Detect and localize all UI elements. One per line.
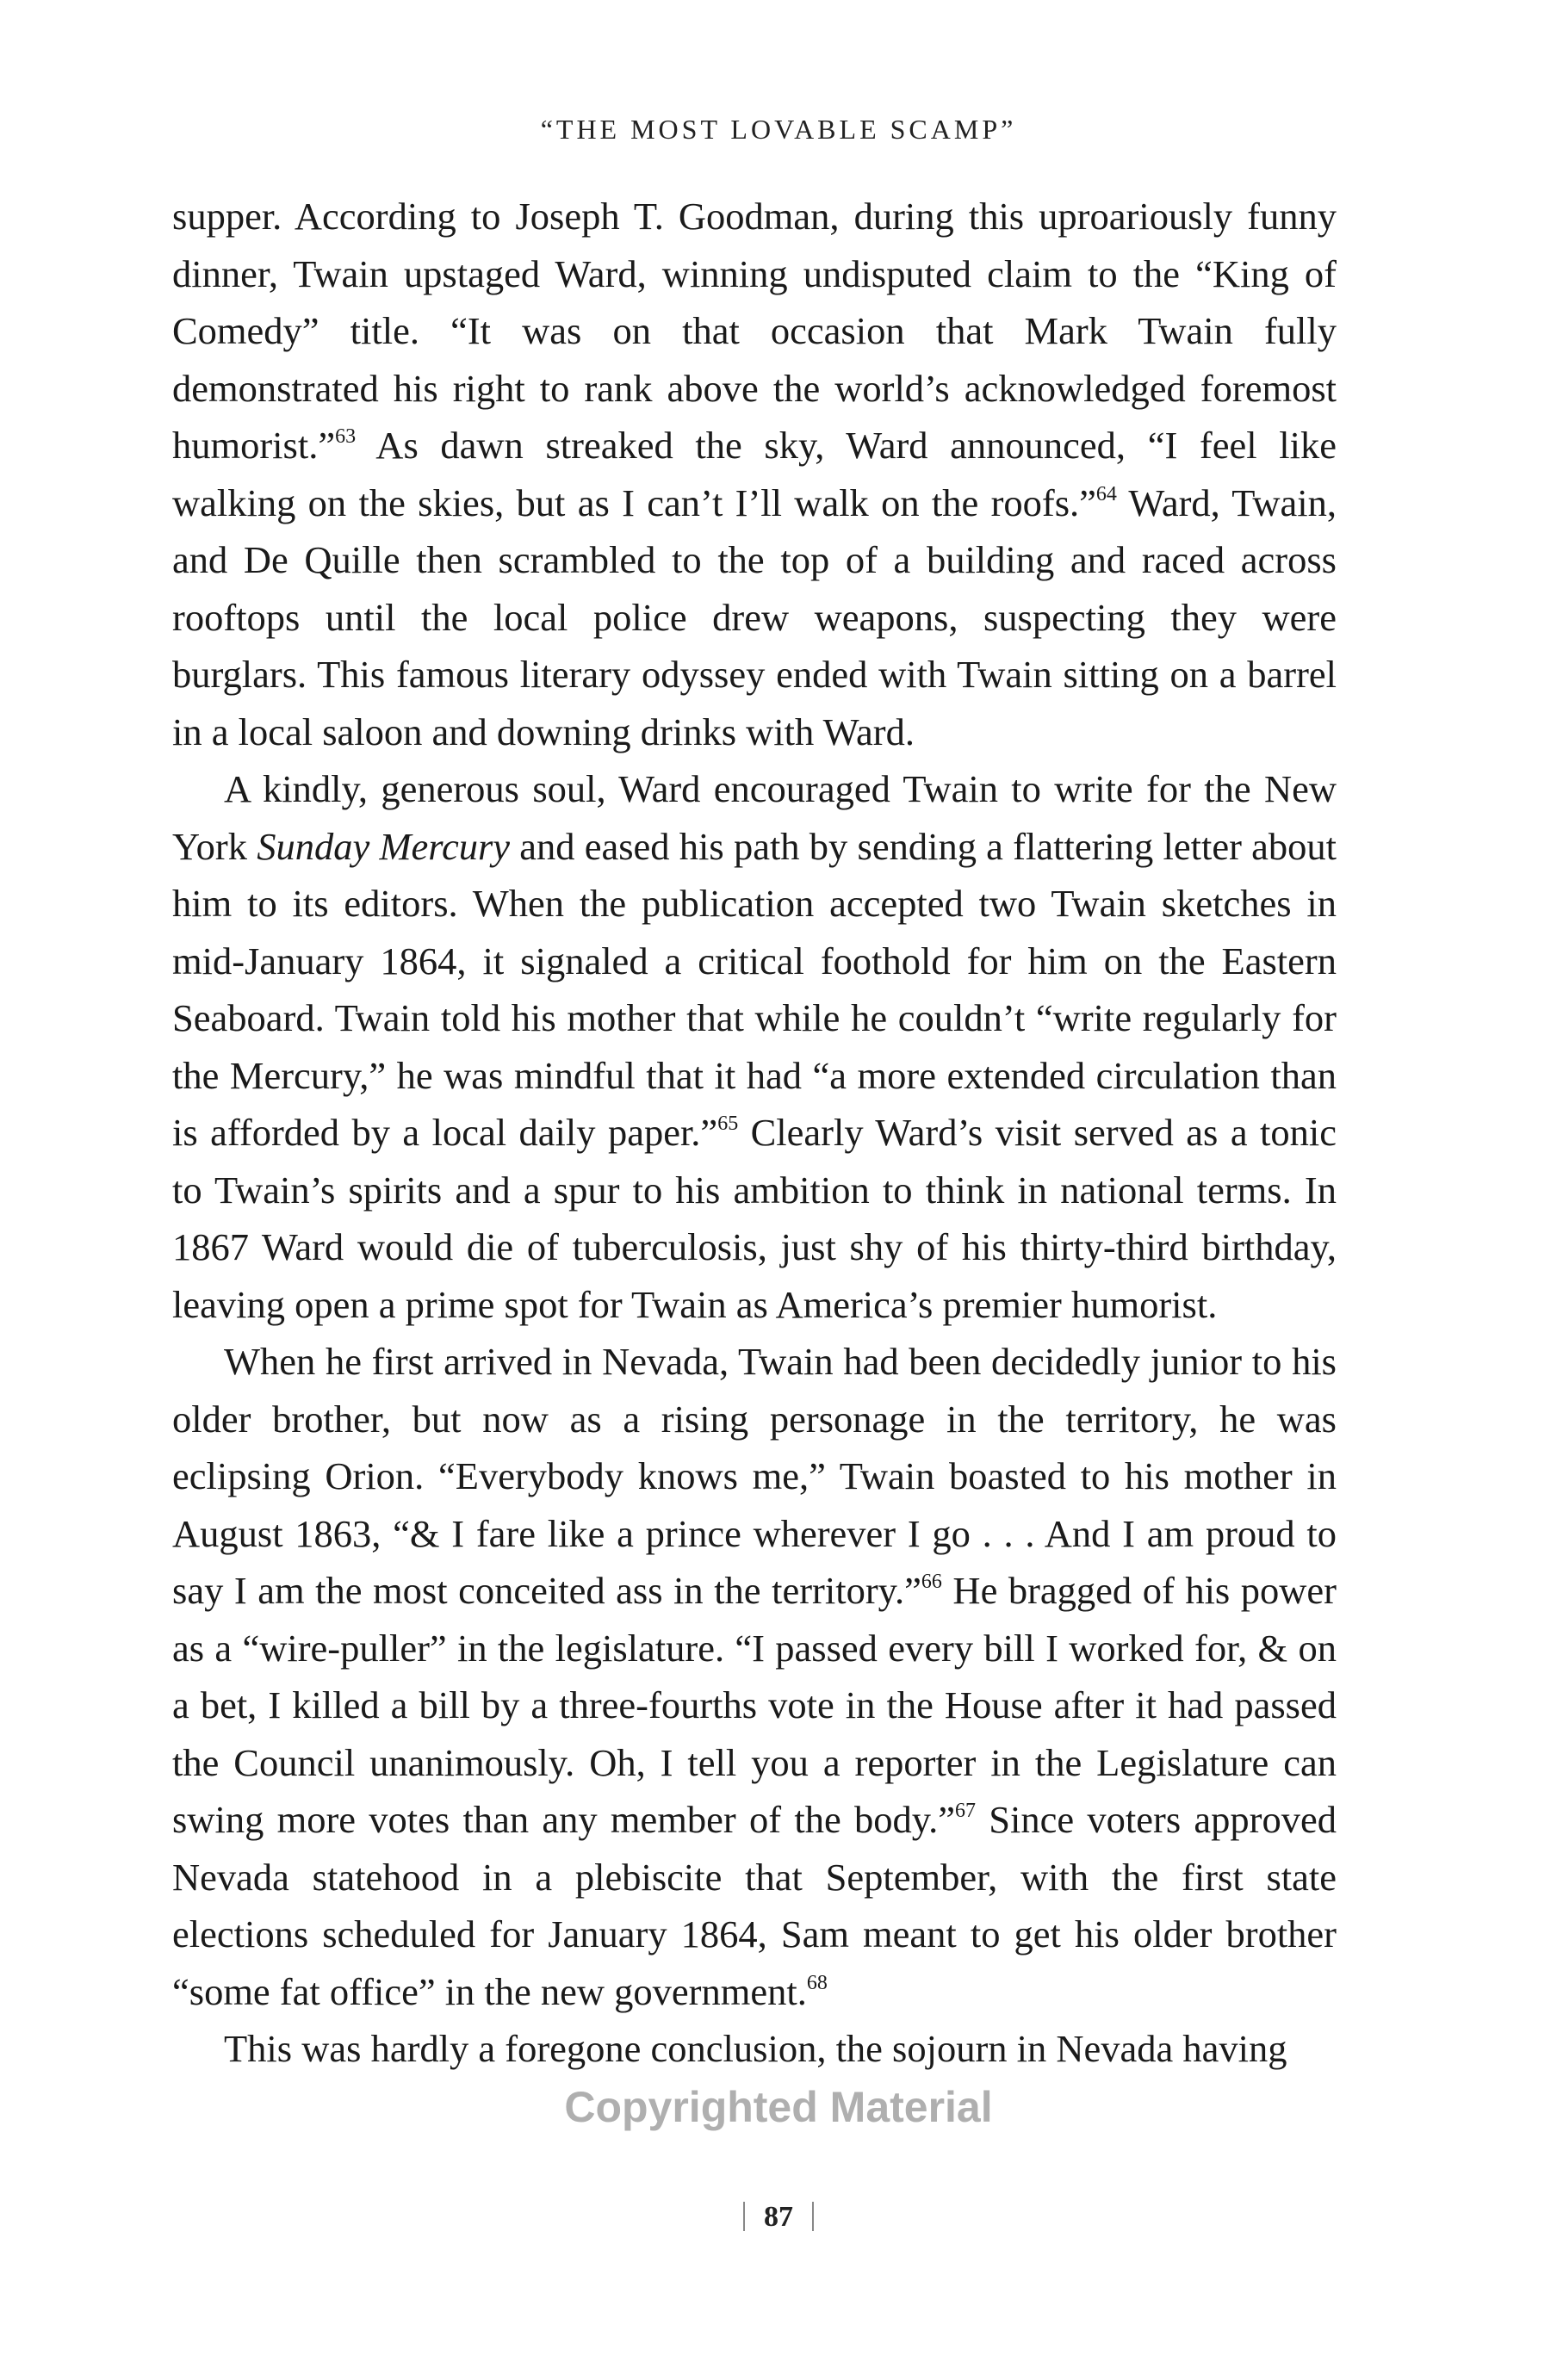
folio-divider-right <box>812 2202 814 2231</box>
text-run: Ward, Twain, and De Quille then scrambled to the top of a building and raced across rooftops until the local police drew weapons, suspecting they were burglars. This famous literary odyssey ended with Twain sitting on a barrel in a local saloon and downing drinks with Ward. <box>172 480 1337 753</box>
text-run: As dawn streaked the sky, Ward announced, “I feel like walking on the skies, but as I can’t I’ll walk on the roofs.” <box>172 424 1337 524</box>
text-run: Since voters approved Nevada statehood in a plebiscite that September, with the first state elections scheduled for January 1864, Sam meant to get his older brother “some fat office” in the new government. <box>172 1798 1337 2013</box>
page-number: 87 <box>764 2201 793 2233</box>
text-run: supper. According to Joseph T. Goodman, during this uproariously funny dinner, Twain upstaged Ward, winning undisputed claim to the “King of Comedy” title. “It was on that occasion that Mark Twain fully demonstrated his right to rank above the world’s acknowledged foremost humorist.” <box>172 195 1337 467</box>
paragraph <box>172 760 1337 1333</box>
footnote-ref: 68 <box>806 1971 828 1994</box>
text-run: A kindly, generous soul, Ward encouraged Twain to write for the New York <box>172 767 1337 868</box>
italic-title: Sunday Mercury <box>257 824 511 868</box>
text-run: He bragged of his power as a “wire-puller” in the legislature. “I passed every bill I worked for, & on a bet, I killed a bill by a three-fourths vote in the House after it had passed the Council unanimously. Oh, I tell you a reporter in the Legislature can swing more votes than any member of the body.” <box>172 1569 1337 1841</box>
footnote-ref: 66 <box>921 1571 942 1593</box>
text-run: Clearly Ward’s visit served as a tonic to Twain’s spirits and a spur to his ambition to think in national terms. In 1867 Ward would die of tuberculosis, just shy of his thirty-third birthday, leaving open a prime spot for Twain as America’s premier humorist. <box>172 1111 1337 1326</box>
text-run: When he first arrived in Nevada, Twain had been decidedly junior to his older brother, but now as a rising personage in the territory, he was eclipsing Orion. “Everybody knows me,” Twain boasted to his mother in August 1863, “& I fare like a prince wherever I go . . . And I am proud to say I am the most conceited ass in the territory.” <box>172 1340 1337 1612</box>
page-number-footer <box>0 2201 1557 2234</box>
footnote-ref: 64 <box>1095 482 1117 505</box>
folio-divider-left <box>743 2202 745 2231</box>
footnote-ref: 65 <box>717 1113 739 1135</box>
text-run: and eased his path by sending a flattering letter about him to its editors. When the publication accepted two Twain sketches in mid-January 1864, it signaled a critical foothold for him on the Eastern Seaboard. Twain told his mother that while he couldn’t “write regularly for the Mercury,” he was mindful that it had “a more extended circulation than is afforded by a local daily paper.” <box>172 824 1337 1154</box>
paragraph <box>172 188 1337 760</box>
text-run: This was hardly a foregone conclusion, the sojourn in Nevada having <box>224 2027 1287 2070</box>
footnote-ref: 63 <box>335 425 357 448</box>
running-head: “THE MOST LOVABLE SCAMP” <box>540 114 1017 145</box>
footnote-ref: 67 <box>954 1800 976 1822</box>
copyright-watermark: Copyrighted Material <box>564 2083 993 2131</box>
paragraph <box>172 2020 1337 2078</box>
body-text <box>172 188 1337 2078</box>
paragraph <box>172 1333 1337 2020</box>
